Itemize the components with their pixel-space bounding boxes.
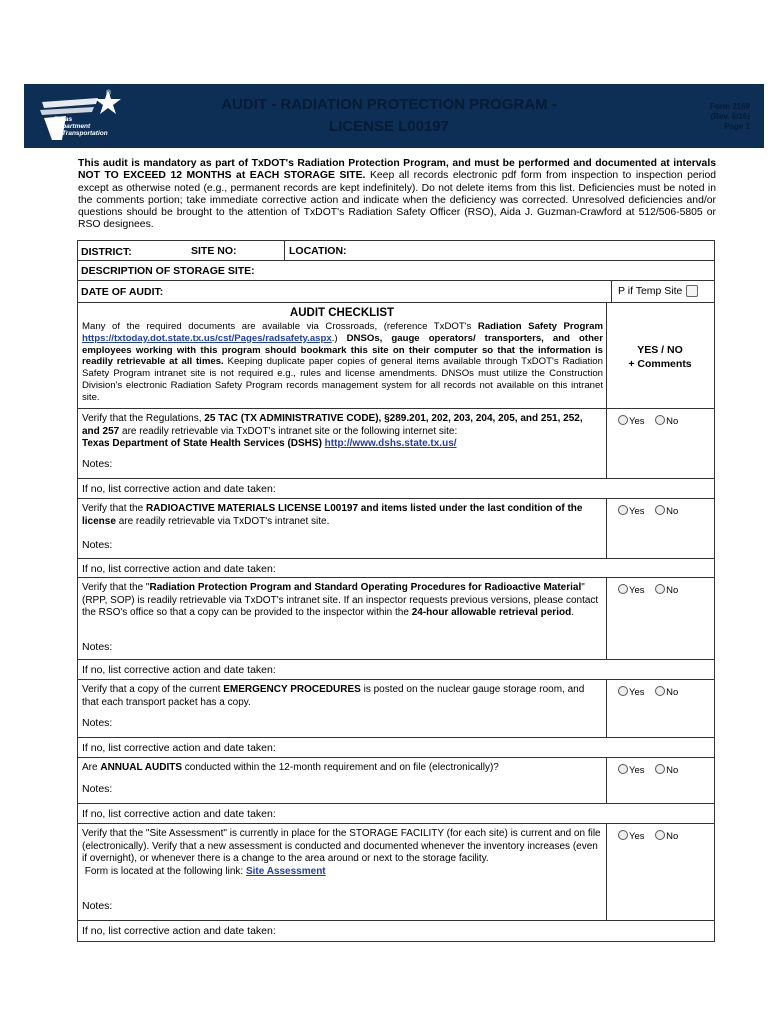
question-1 (78, 409, 714, 479)
yes-option[interactable]: Yes (618, 831, 645, 842)
corrective-label: If no, list corrective action and date taken: (82, 925, 276, 937)
yes-no-column-header: YES / NO + Comments (628, 344, 692, 370)
question-4 (78, 680, 714, 738)
no-option[interactable]: No (655, 765, 678, 776)
corrective-row-2[interactable] (78, 559, 714, 578)
logo-text: Texas Department of Transportation (54, 116, 108, 137)
question-text: Verify that the "Radiation Protection Program and Standard Operating Procedures for Radioactive Material" (RPP, SOP) is readily retrievable via TxDOT's intranet site. If an inspector requests previous versions, please contact the RSO's office so that a copy can be provided to the inspector within the 24-hour allowable retrieval period. (82, 582, 599, 618)
site-no-label: SITE NO: (191, 245, 237, 257)
corrective-row-1[interactable] (78, 479, 714, 499)
divider (606, 499, 607, 558)
no-option[interactable]: No (655, 506, 678, 517)
district-label: DISTRICT: (81, 246, 132, 258)
question-text: Verify that a copy of the current EMERGENCY PROCEDURES is posted on the nuclear gauge storage room, and that each transport packet has a copy. (82, 684, 585, 708)
yes-no-radios (618, 686, 686, 698)
description-label: DESCRIPTION OF STORAGE SITE: (81, 265, 255, 277)
divider (606, 824, 607, 920)
yes-option[interactable]: Yes (618, 506, 645, 517)
question-6 (78, 824, 714, 921)
district-row (78, 241, 714, 261)
yes-no-radios (618, 830, 686, 842)
no-option[interactable]: No (655, 585, 678, 596)
corrective-row-3[interactable] (78, 660, 714, 680)
question-text: Are ANNUAL AUDITS conducted within the 12-month requirement and on file (electronically)? (82, 762, 499, 773)
yes-option[interactable]: Yes (618, 687, 645, 698)
form-number: Form 2169 (Rev. 6/16) Page 1 (709, 102, 750, 131)
radsafety-link[interactable]: https://txtoday.dot.state.tx.us/cst/Pages/radsafety.aspx (82, 332, 332, 344)
no-radio-icon[interactable] (655, 505, 665, 515)
corrective-row-4[interactable] (78, 738, 714, 758)
question-text: Verify that the "Site Assessment" is currently in place for the STORAGE FACILITY (for each site) is current and on file (electronically). Verify that a new assessment is conducted and documented whenever the inventory increases (even if overnight), or whenever there is a change to the area around or next to the storage facility. Form is located at the following link: Site Assessment (82, 828, 601, 877)
no-radio-icon[interactable] (655, 830, 665, 840)
corrective-label: If no, list corrective action and date taken: (82, 664, 276, 676)
temp-site-label: P if Temp Site (618, 285, 683, 297)
yes-radio-icon[interactable] (618, 830, 628, 840)
checklist-heading: AUDIT CHECKLIST (289, 307, 395, 319)
no-option[interactable]: No (655, 416, 678, 427)
notes-label: Notes: (82, 641, 113, 653)
corrective-label: If no, list corrective action and date taken: (82, 808, 276, 820)
notes-label: Notes: (82, 717, 113, 729)
site-assessment-link[interactable]: Site Assessment (245, 865, 326, 877)
audit-form (77, 240, 715, 942)
corrective-row-6[interactable] (78, 921, 714, 941)
divider (606, 409, 607, 478)
corrective-label: If no, list corrective action and date taken: (82, 563, 276, 575)
yes-radio-icon[interactable] (618, 415, 628, 425)
notes-label: Notes: (82, 900, 113, 912)
yes-radio-icon[interactable] (618, 764, 628, 774)
yes-no-radios (618, 764, 686, 776)
no-radio-icon[interactable] (655, 584, 665, 594)
question-2 (78, 499, 714, 559)
yes-radio-icon[interactable] (618, 686, 628, 696)
divider (611, 281, 612, 302)
location-label: LOCATION: (289, 245, 347, 257)
date-row (78, 281, 714, 303)
dshs-link[interactable]: http://www.dshs.state.tx.us/ (324, 438, 457, 449)
corrective-label: If no, list corrective action and date taken: (82, 483, 276, 495)
no-option[interactable]: No (655, 831, 678, 842)
corrective-label: If no, list corrective action and date taken: (82, 742, 276, 754)
yes-option[interactable]: Yes (618, 416, 645, 427)
description-row[interactable] (78, 261, 714, 281)
yes-no-radios (618, 584, 686, 596)
no-radio-icon[interactable] (655, 415, 665, 425)
checklist-header-row (78, 303, 714, 409)
no-radio-icon[interactable] (655, 764, 665, 774)
yes-no-radios (618, 505, 686, 517)
date-label: DATE OF AUDIT: (81, 286, 164, 298)
yes-radio-icon[interactable] (618, 505, 628, 515)
yes-option[interactable]: Yes (618, 765, 645, 776)
notes-label: Notes: (82, 458, 113, 470)
question-text: Verify that the RADIOACTIVE MATERIALS LICENSE L00197 and items listed under the last condition of the license are readily retrievable via TxDOT's intranet site. (82, 503, 583, 527)
question-text: Verify that the Regulations, 25 TAC (TX ADMINISTRATIVE CODE), §289.201, 202, 203, 204, 205, and 251, 252, and 257 are readily retrievable via TxDOT's intranet site or the following internet site: Texas Department of State Health Services (DSHS) http://www.dshs.state.tx.us/ (82, 413, 583, 449)
yes-option[interactable]: Yes (618, 585, 645, 596)
intro-paragraph: This audit is mandatory as part of TxDOT's Radiation Protection Program, and must be performed and documented at intervals NOT TO EXCEED 12 MONTHS at EACH STORAGE SITE. Keep all records electronic pdf form from inspection to inspection period except as otherwise noted (e.g., permanent records are kept indefinitely). Do not delete items from this list. Deficiencies must be noted in the comments portion; take immediate corrective action and indicate when the deficiency was corrected. Unresolved deficiencies and/or questions should be brought to the attention of TxDOT's Radiation Safety Officer (RSO), Aida J. Guzman-Crawford at 512/506-5805 or RSO designees. (78, 158, 717, 231)
registered-mark: ® (106, 90, 112, 97)
yes-radio-icon[interactable] (618, 584, 628, 594)
temp-site-checkbox[interactable] (686, 285, 698, 297)
question-5 (78, 758, 714, 804)
no-option[interactable]: No (655, 687, 678, 698)
yes-no-radios (618, 415, 686, 427)
divider (606, 578, 607, 659)
divider (606, 680, 607, 737)
page-title: AUDIT - RADIATION PROTECTION PROGRAM - LICENSE L00197 (221, 96, 557, 135)
checklist-intro: Many of the required documents are available via Crossroads, (reference TxDOT's Radiation Safety Program https://txtoday.dot.state.tx.us/cst/Pages/radsafety.aspx.) DNSOs, gauge operators/ transporters, and other employees working with this program should bookmark this site on their computer so that the information is readily retrievable at all times. Keeping duplicate paper copies of general items available through TxDOT's Radiation Safety Program intranet site is not required e.g., rules and license amendments. DNSOs must utilize the Construction Division's electronic Radiation Safety Program records management system for all records not available on this intranet site. (82, 321, 603, 403)
notes-label: Notes: (82, 539, 113, 551)
temp-site (618, 285, 698, 297)
divider (284, 241, 285, 260)
divider (606, 758, 607, 803)
form-header (24, 84, 764, 148)
no-radio-icon[interactable] (655, 686, 665, 696)
question-3 (78, 578, 714, 660)
notes-label: Notes: (82, 783, 113, 795)
corrective-row-5[interactable] (78, 804, 714, 824)
